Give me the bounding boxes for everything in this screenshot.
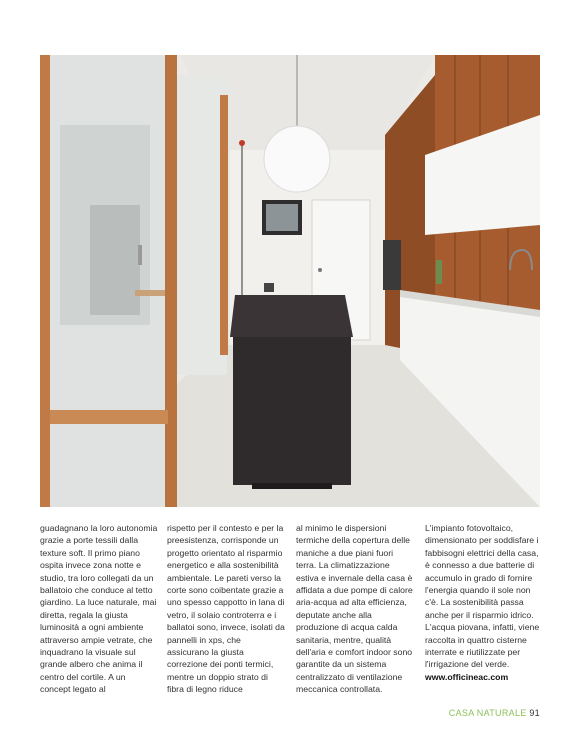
photo-illustration (40, 55, 540, 507)
column-3 (296, 522, 414, 696)
column-3-text: al minimo le dispersioni termiche della copertura delle maniche a due piani fuori terra. La climatizzazione estiva e invernale della casa è affidata a due pompe di calore aria-acqua ad alta efficienza, deputate anche alla produzione di acqua calda sanitaria, mentre, qualità dell'aria e comfort indoor sono garantite da un sistema centralizzato di ventilazione meccanica controllata. (296, 523, 413, 695)
page-folio (449, 708, 540, 718)
column-4 (425, 522, 543, 683)
column-2-text: rispetto per il contesto e per la preesistenza, corrisponde un progetto orientato al risparmio energetico e alla sostenibilità ambientale. Le pareti verso la corte sono coibentate grazie a uno spesso cappotto in lana di vetro, il solaio controterra e i ballatoi sono, invece, isolati da pannelli in xps, che assicurano la giusta correzione dei ponti termici, mentre un doppio strato di fibra di legno riduce (167, 523, 285, 695)
article-text (40, 522, 540, 702)
column-2 (167, 522, 285, 696)
interior-kitchen-photo (40, 55, 540, 507)
website-link[interactable]: www.officineac.com (425, 671, 509, 682)
column-1-text: guadagnano la loro autonomia grazie a porte tessili dalla texture soft. Il primo piano ospita invece zona notte e studio, tra loro collegati da un ballatoio che conduce al tetto giardino. La luce naturale, mai diretta, regala la giusta luminosità a ogni ambiente attraverso ampie vetrate, che inquadrano la visuale sul grande albero che anima il centro del cortile. A un concept legato al (40, 523, 158, 695)
column-4-text: L'impianto fotovoltaico, dimensionato per soddisfare i fabbisogni elettrici della casa, è connesso a due batterie di accumulo in grado di fornire l'energia quando il sole non c'è. La sostenibilità passa anche per il risparmio idrico. L'acqua piovana, infatti, viene raccolta in quattro cisterne interrate e riutilizzate per l'irrigazione del verde. (425, 523, 540, 670)
magazine-name: CASA NATURALE (448, 708, 527, 718)
column-1 (40, 522, 158, 696)
page-number: 91 (529, 708, 540, 718)
